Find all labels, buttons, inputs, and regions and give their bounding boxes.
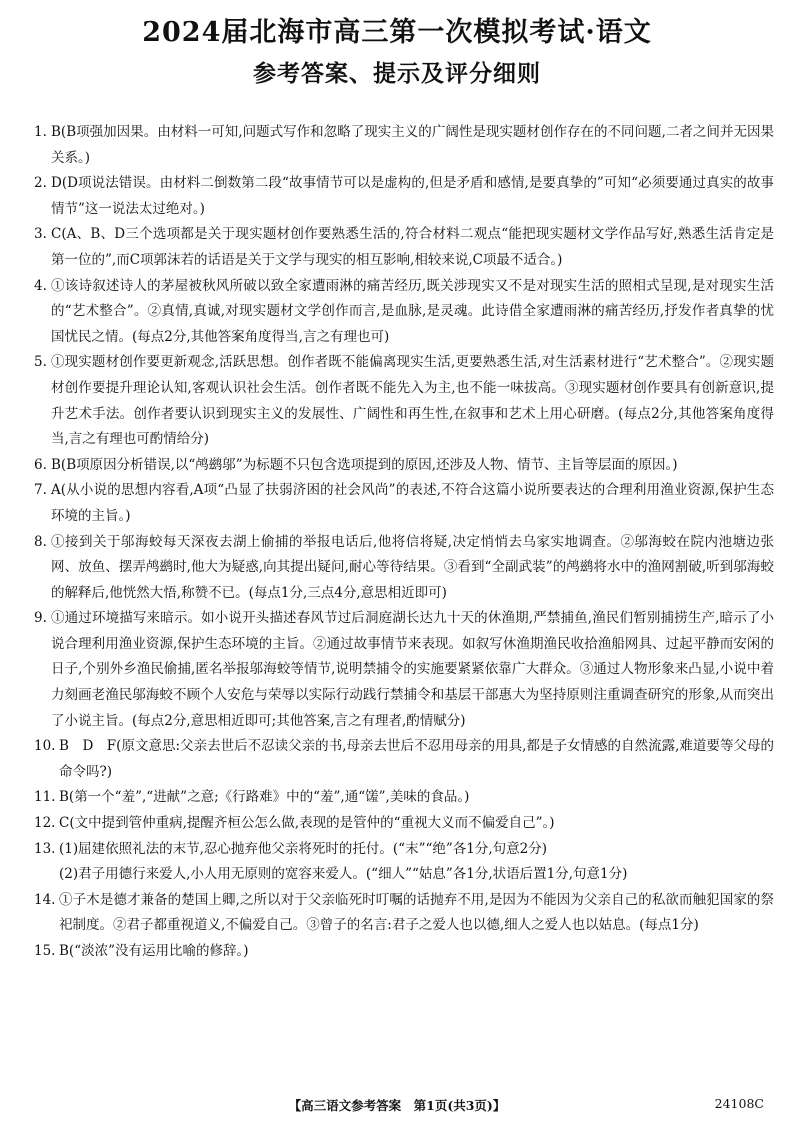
answer-number: 11.: [34, 789, 56, 806]
answer-number: 10.: [34, 738, 56, 755]
answer-text: ①子木是德才兼备的楚国上卿,之所以对于父亲临死时叮嘱的话抛弃不用,是因为不能因为父亲自己的私欲而触犯国家的祭祀制度。②君子都重视道义,不偏爱自己。③曾子的名言:君子之爱人也以德,细人之爱人也以姑息。(每点1分): [59, 891, 774, 934]
answer-item-15: [34, 939, 774, 965]
answer-text: ①通过环境描写来暗示。如小说开头描述春风节过后洞庭湖长达九十天的休渔期,严禁捕鱼,渔民们暂别捕捞生产,暗示了小说合理利用渔业资源,保护生态环境的主旨。②通过故事情节来表现。如叙写休渔期渔民收拾渔船网具、过起平静而安闲的日子,个别外乡渔民偷捕,匿名举报邬海蛟等情节,说明禁捕令的实施要紧紧依靠广大群众。③通过人物形象来凸显,小说中着力刻画老渔民邬海蛟不顾个人安危与荣辱以实际行动践行禁捕令和基层干部惠大为坚持原则注重调查研究的形象,从而突出了小说主旨。(每点2分,意思相近即可;其他答案,言之有理者,酌情赋分): [51, 610, 774, 729]
answer-subitem-2: (2)君子用德行来爱人,小人用无原则的宽容来爱人。(“细人”“姑息”各1分,状语后置1分,句意1分): [59, 866, 628, 883]
answer-item-11: [34, 785, 774, 811]
answer-text-multi: [59, 837, 774, 888]
answer-subitem-1: (1)屈建依照礼法的末节,忍心抛弃他父亲将死时的托付。(“末”“绝”各1分,句意2分): [59, 840, 548, 857]
answer-item-14: [34, 888, 774, 939]
answer-number: 5.: [34, 354, 47, 371]
answer-text: C(文中提到管仲重病,提醒齐桓公怎么做,表现的是管仲的“重视大义而不偏爱自己”。): [59, 815, 555, 832]
answer-item-8: [34, 530, 774, 607]
answer-item-10: [34, 734, 774, 785]
answer-item-4: [34, 274, 774, 351]
answer-item-6: [34, 453, 774, 479]
answer-item-1: [34, 120, 774, 171]
answer-text: B(B项原因分析错误,以“鸬鹚邬”为标题不只包含选项提到的原因,还涉及人物、情节、主旨等层面的原因。): [51, 456, 678, 473]
answer-number: 7.: [34, 482, 47, 499]
answer-text: ①现实题材创作要更新观念,活跃思想。创作者既不能偏离现实生活,更要熟悉生活,对生活素材进行“艺术整合”。②现实题材创作要提升理论认知,客观认识社会生活。创作者既不能先入为主,也不能一味拔高。③现实题材创作要具有创新意识,提升艺术手法。创作者要认识到现实主义的发展性、广阔性和再生性,在叙事和艺术上用心研磨。(每点2分,其他答案角度得当,言之有理也可酌情给分): [51, 354, 774, 448]
answer-number: 13.: [34, 840, 56, 857]
answer-item-12: [34, 811, 774, 837]
answer-item-2: [34, 171, 774, 222]
answer-list: [34, 120, 774, 965]
answer-number: 4.: [34, 277, 47, 294]
footer-exam-code: 24108C: [714, 1096, 764, 1111]
answer-text: B(“淡浓”没有运用比喻的修辞。): [59, 943, 249, 959]
page-title: 2024届北海市高三第一次模拟考试·语文: [142, 17, 652, 48]
answer-text: B(B项强加因果。由材料一可知,问题式写作和忽略了现实主义的广阔性是现实题材创作存在的不同问题,二者之间并无因果关系。): [51, 124, 774, 166]
answer-item-9: [34, 606, 774, 734]
answer-number: 15.: [34, 943, 56, 959]
footer-page-label: 【高三语文参考答案 第1页(共3页)】: [288, 1098, 506, 1113]
answer-text: ①该诗叙述诗人的茅屋被秋风所破以致全家遭雨淋的痛苦经历,既关涉现实又不是对现实生活的照相式呈现,是对现实生活的“艺术整合”。②真情,真诚,对现实题材文学创作而言,是血脉,是灵魂。此诗借全家遭雨淋的痛苦经历,抒发作者真挚的忧国忧民之情。(每点2分,其他答案角度得当,言之有理也可): [51, 277, 774, 345]
answer-text: B(第一个“羞”,“进献”之意;《行路难》中的“羞”,通“馐”,美味的食品。): [59, 789, 470, 806]
answer-text: A(从小说的思想内容看,A项“凸显了扶弱济困的社会风尚”的表述,不符合这篇小说所要表达的合理利用渔业资源,保护生态环境的主旨。): [51, 482, 774, 524]
answer-number: 9.: [34, 610, 47, 627]
answer-number: 1.: [34, 124, 47, 140]
answer-item-13: [34, 837, 774, 888]
answer-number: 2.: [34, 175, 47, 192]
answer-number: 6.: [34, 456, 47, 473]
answer-number: 8.: [34, 533, 47, 550]
answer-item-7: [34, 478, 774, 529]
answer-text: C(A、B、D三个选项都是关于现实题材创作要熟悉生活的,符合材料二观点“能把现实题材文学作品写好,熟悉生活肯定是第一位的”,而C项郭沫若的话语是关于文学与现实的相互影响,相较来说,C项最不适合。): [51, 226, 774, 268]
answer-number: 3.: [34, 226, 47, 243]
answer-number: 14.: [34, 891, 56, 908]
page-subtitle: 参考答案、提示及评分细则: [253, 60, 541, 87]
answer-text: B D F(原文意思:父亲去世后不忍读父亲的书,母亲去世后不忍用母亲的用具,都是子女情感的自然流露,难道要等父母的命令吗?): [59, 738, 774, 780]
answer-number: 12.: [34, 815, 56, 832]
answer-item-3: [34, 222, 774, 273]
answer-item-5: [34, 350, 774, 452]
answer-text: D(D项说法错误。由材料二倒数第二段“故事情节可以是虚构的,但是矛盾和感情,是要真挚的”可知“必须要通过真实的故事情节”这一说法太过绝对。): [51, 175, 774, 217]
answer-text: ①接到关于邬海蛟每天深夜去湖上偷捕的举报电话后,他将信将疑,决定悄悄去乌家实地调查。②邬海蛟在院内池塘边张网、放鱼、摆弄鸬鹚时,他大为疑惑,向其提出疑问,耐心等待结果。③看到“全副武装”的鸬鹚将水中的渔网割破,听到邬海蛟的解释后,他恍然大悟,称赞不已。(每点1分,三点4分,意思相近即可): [51, 533, 774, 601]
